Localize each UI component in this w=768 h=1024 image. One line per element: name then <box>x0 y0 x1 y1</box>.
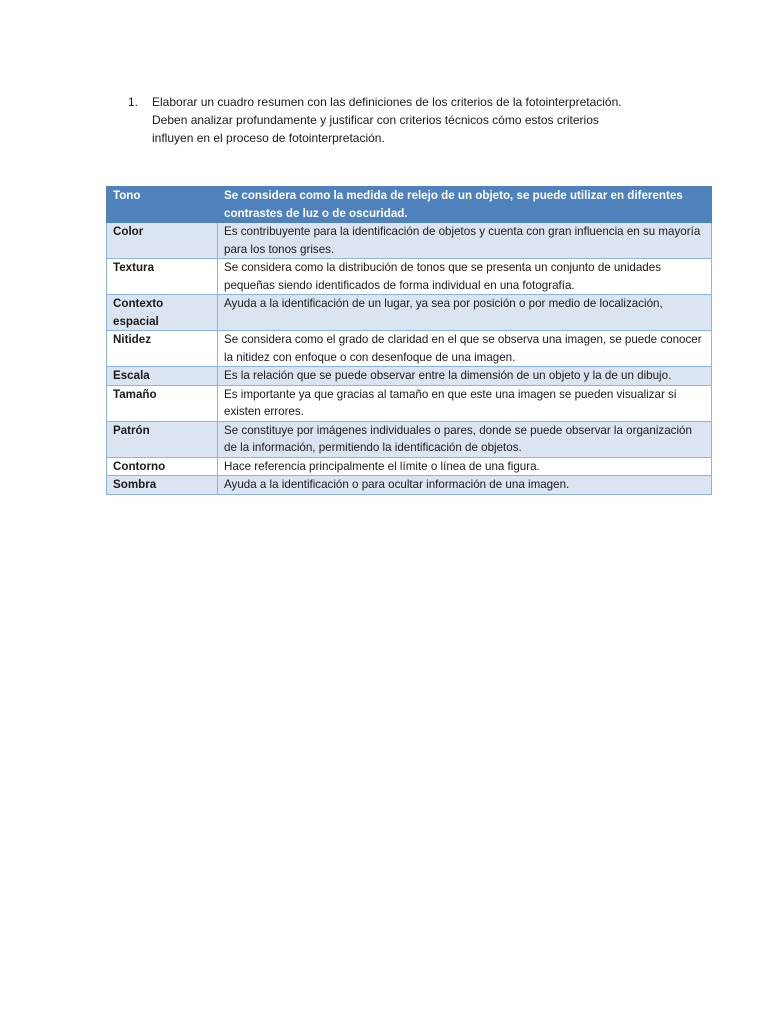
criterion-term: Contexto espacial <box>107 295 218 331</box>
table-row <box>107 476 712 495</box>
table-row <box>107 223 712 259</box>
criterion-term: Escala <box>107 367 218 386</box>
instructions-text <box>152 93 688 147</box>
criterion-term: Sombra <box>107 476 218 495</box>
list-number: 1. <box>128 95 139 109</box>
criterion-definition: Es la relación que se puede observar entre la dimensión de un objeto y la de un dibujo. <box>218 367 712 386</box>
criterion-definition: Es importante ya que gracias al tamaño en que este una imagen se pueden visualizar si existen errores. <box>218 385 712 421</box>
table-row <box>107 385 712 421</box>
criteria-summary-table <box>106 186 712 495</box>
criterion-definition: Se considera como la distribución de tonos que se presenta un conjunto de unidades pequeñas siendo identificados de forma individual en una fotografía. <box>218 259 712 295</box>
criterion-term: Patrón <box>107 421 218 457</box>
criterion-definition: Ayuda a la identificación de un lugar, ya sea por posición o por medio de localización, <box>218 295 712 331</box>
criterion-definition: Se considera como la medida de relejo de un objeto, se puede utilizar en diferentes contrastes de luz o de oscuridad. <box>218 187 712 223</box>
instructions-line-1: Elaborar un cuadro resumen con las definiciones de los criterios de la fotointerpretación. <box>152 95 622 109</box>
criterion-term: Textura <box>107 259 218 295</box>
instructions-list-item <box>128 93 688 147</box>
criterion-term: Nitidez <box>107 331 218 367</box>
criterion-definition: Se considera como el grado de claridad en el que se observa una imagen, se puede conocer la nitidez con enfoque o con desenfoque de una imagen. <box>218 331 712 367</box>
criterion-definition: Es contribuyente para la identificación de objetos y cuenta con gran influencia en su mayoría para los tonos grises. <box>218 223 712 259</box>
criterion-term: Color <box>107 223 218 259</box>
table-row <box>107 367 712 386</box>
instructions-line-3: influyen en el proceso de fotointerpretación. <box>152 131 385 145</box>
table-header-row <box>107 187 712 223</box>
criterion-definition: Se constituye por imágenes individuales o pares, donde se puede observar la organización de la información, permitiendo la identificación de objetos. <box>218 421 712 457</box>
criterion-term: Contorno <box>107 457 218 476</box>
table-row <box>107 295 712 331</box>
instructions-line-2: Deben analizar profundamente y justificar con criterios técnicos cómo estos criterios <box>152 113 599 127</box>
table-row <box>107 421 712 457</box>
criterion-term: Tono <box>107 187 218 223</box>
table-row <box>107 259 712 295</box>
criterion-definition: Ayuda a la identificación o para ocultar información de una imagen. <box>218 476 712 495</box>
table-row <box>107 331 712 367</box>
table-row <box>107 457 712 476</box>
criterion-term: Tamaño <box>107 385 218 421</box>
criterion-definition: Hace referencia principalmente el límite o línea de una figura. <box>218 457 712 476</box>
